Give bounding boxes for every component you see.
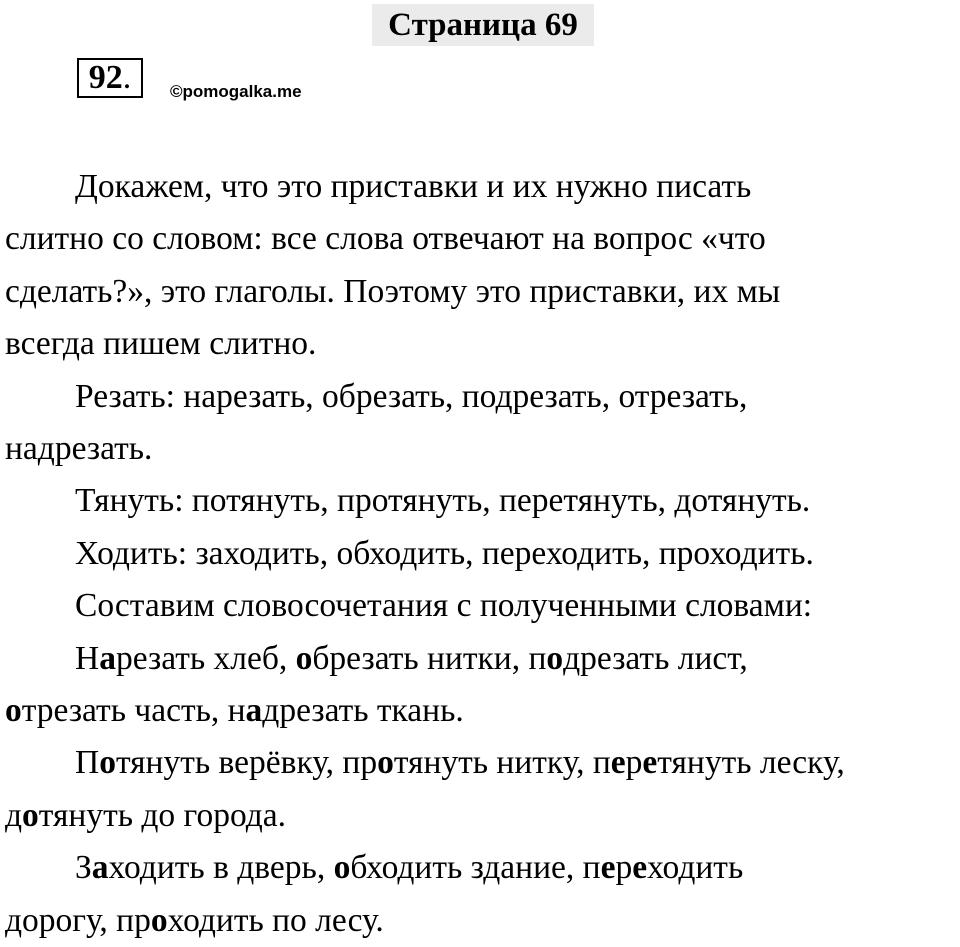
text-run: д <box>5 796 23 834</box>
highlighted-letter: е <box>610 744 626 782</box>
text-run: трезать часть, н <box>21 692 246 730</box>
highlighted-letter: о <box>150 901 168 939</box>
watermark: ©pomogalka.me <box>170 82 302 101</box>
text-run: ходить в дверь, <box>108 849 334 887</box>
text-run: Н <box>75 639 100 677</box>
highlighted-letter: о <box>99 744 116 782</box>
text-line: надрезать. <box>5 430 153 468</box>
paragraph-pull-phrases <box>5 737 960 842</box>
text-run: бходить здание, п <box>350 849 601 887</box>
paragraph-walk-phrases <box>5 842 960 947</box>
text-line <box>5 790 960 842</box>
highlighted-letter: е <box>642 744 658 782</box>
highlighted-letter: а <box>91 849 109 887</box>
paragraph-pull-words <box>5 475 960 527</box>
text-run: тянуть до города. <box>38 796 287 834</box>
highlighted-letter: о <box>295 639 313 677</box>
paragraph-walk-words <box>5 528 960 580</box>
text-line: Ходить: заходить, обходить, переходить, проходить. <box>75 534 814 572</box>
text-run: дрезать лист, <box>563 639 748 677</box>
answer-text <box>5 161 960 947</box>
highlighted-letter: о <box>377 744 394 782</box>
text-run: резать хлеб, <box>115 639 296 677</box>
text-line <box>5 685 960 737</box>
text-run: П <box>75 744 100 782</box>
text-run: тянуть нитку, п <box>393 744 611 782</box>
text-run: ходить <box>647 849 744 887</box>
text-run: р <box>625 744 643 782</box>
text-line: Тянуть: потянуть, протянуть, перетянуть, дотянуть. <box>75 482 811 520</box>
text-run: дрезать ткань. <box>262 692 464 730</box>
text-run: брезать нитки, п <box>312 639 547 677</box>
text-run: тянуть верёвку, пр <box>115 744 378 782</box>
paragraph-cut-phrases <box>5 633 960 738</box>
highlighted-letter: о <box>5 692 22 730</box>
text-line: Составим словосочетания с полученными словами: <box>75 587 813 625</box>
text-line: Резать: нарезать, обрезать, подрезать, отрезать, <box>75 377 748 415</box>
text-run: тянуть леску, <box>657 744 845 782</box>
paragraph-intro-phrases <box>5 580 960 632</box>
text-line: Докажем, что это приставки и их нужно писать <box>75 168 752 205</box>
page-title: Страница 69 <box>372 4 594 46</box>
text-line: слитно со словом: все слова отвечают на вопрос «что <box>5 220 766 258</box>
text-line <box>5 633 960 685</box>
highlighted-letter: о <box>546 639 564 677</box>
text-line <box>5 895 960 947</box>
task-number-box <box>77 58 143 98</box>
task-number: 92 <box>88 59 123 96</box>
text-line <box>5 737 960 789</box>
text-run: р <box>615 849 633 887</box>
highlighted-letter: а <box>245 692 263 730</box>
text-run: З <box>75 849 92 887</box>
text-line <box>5 842 960 894</box>
text-run: ходить по лесу. <box>167 901 384 939</box>
highlighted-letter: о <box>333 849 351 887</box>
paragraph-cut-words <box>5 371 960 476</box>
paragraph-proof <box>5 161 960 371</box>
highlighted-letter: е <box>600 849 616 887</box>
highlighted-letter: е <box>632 849 648 887</box>
text-run: дорогу, пр <box>5 901 151 939</box>
text-line: сделать?», это глаголы. Поэтому это приставки, их мы <box>5 272 781 310</box>
task-number-dot: . <box>122 59 132 96</box>
highlighted-letter: а <box>99 639 116 677</box>
text-line: всегда пишем слитно. <box>5 325 317 363</box>
highlighted-letter: о <box>22 796 39 834</box>
